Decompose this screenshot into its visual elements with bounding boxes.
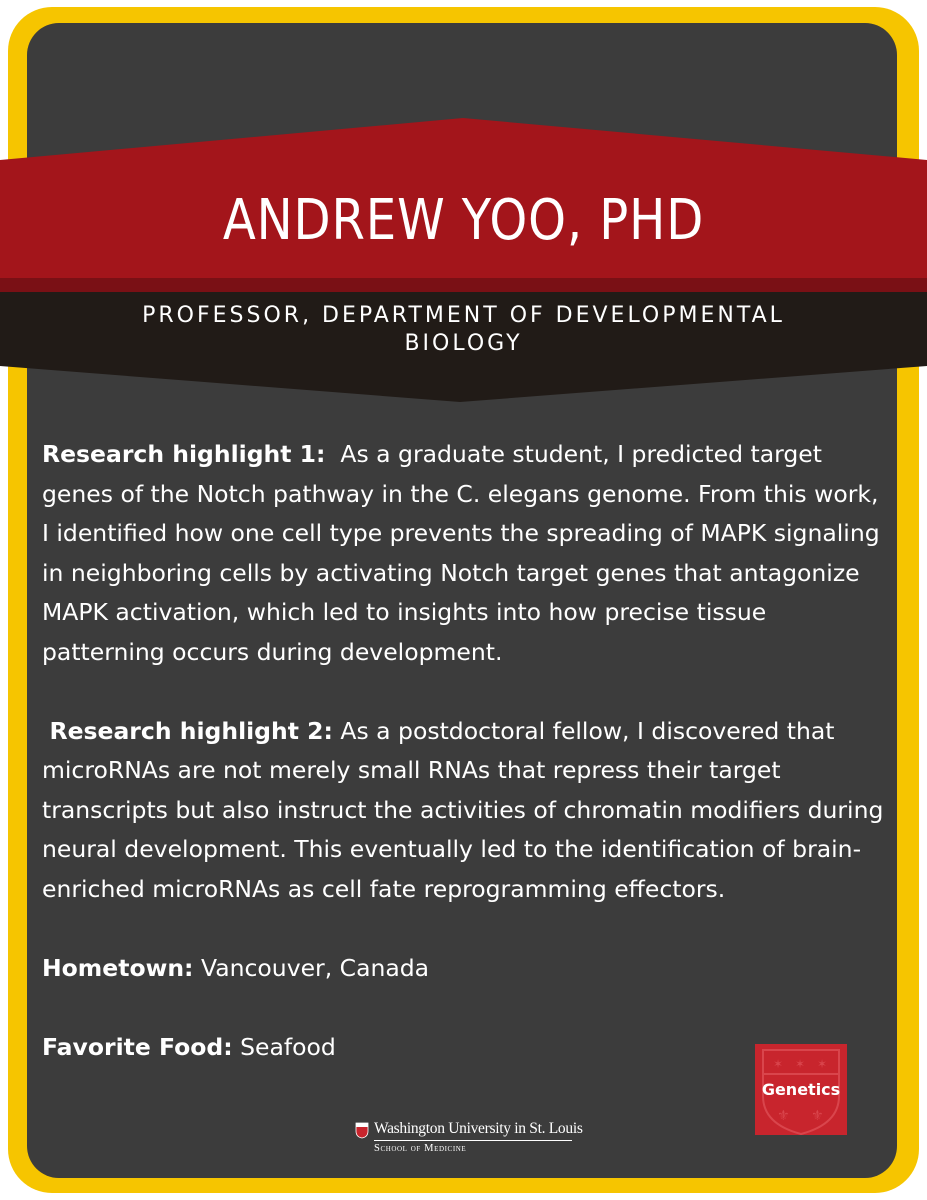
favorite-food-label: Favorite Food: [42,1032,233,1061]
person-title: PROFESSOR, DEPARTMENT OF DEVELOPMENTAL BIOLOGY [142,303,785,356]
svg-text:✶: ✶ [773,1057,784,1071]
hometown-value: Vancouver, Canada [200,953,430,982]
svg-text:✶: ✶ [795,1057,806,1071]
genetics-badge [755,1044,847,1135]
svg-text:⚜: ⚜ [777,1108,790,1124]
bio-content [42,435,892,1067]
favorite-food-value: Seafood [240,1032,336,1061]
hometown-label: Hometown: [42,953,194,982]
highlight-1-label: Research highlight 1: [42,440,326,468]
shield-icon [355,1122,369,1139]
university-name: Washington University in St. Louis [374,1120,583,1137]
svg-text:⚜: ⚜ [811,1108,824,1124]
badge-label: Genetics [761,1080,841,1099]
ribbon-fold [0,278,927,292]
university-logo [355,1120,595,1160]
hometown [42,949,892,989]
highlight-1 [42,435,892,672]
highlight-2-text: As a postdoctoral fellow, I discovered that microRNAs are not merely small RNAs that repress their target transcripts but also instruct the activities of chromatin modifiers during neural development. This eventually led to the identification of brain-enriched microRNAs as cell fate reprogramming effectors. [42,716,884,903]
highlight-2 [42,712,892,910]
person-name: ANDREW YOO, PHD [222,188,705,253]
svg-text:✶: ✶ [817,1057,828,1071]
school-name: School of Medicine [374,1143,467,1154]
highlight-1-text: As a graduate student, I predicted target genes of the Notch pathway in the C. elegans genome. From this work, I identified how one cell type prevents the spreading of MAPK signaling in neighboring cells by activating Notch target genes that antagonize MAPK activation, which led to insights into how precise tissue patterning occurs during development. [42,440,880,666]
logo-divider [374,1140,572,1141]
highlight-2-label: Research highlight 2: [49,716,333,745]
